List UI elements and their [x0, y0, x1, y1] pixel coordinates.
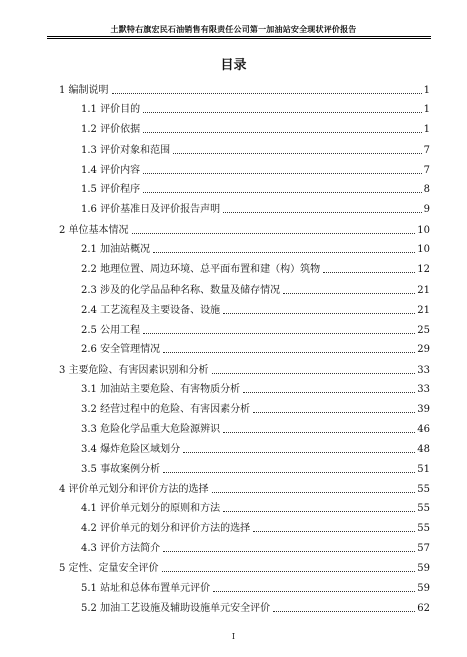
header-rule-thin — [47, 38, 431, 39]
toc-leader-dots — [213, 591, 415, 592]
toc-chapter-entry[interactable] — [59, 556, 430, 575]
header-rule — [47, 36, 431, 37]
toc-entry-page: 55 — [417, 484, 430, 495]
toc-entry-page: 25 — [417, 325, 430, 336]
toc-leader-dots — [223, 313, 415, 314]
page-number: I — [231, 632, 236, 641]
toc-entry-page: 48 — [417, 444, 430, 455]
toc-entry-page: 7 — [423, 145, 430, 156]
toc-section-entry[interactable] — [81, 516, 430, 535]
toc-entry-label: 1.2 评价依据 — [81, 124, 141, 135]
toc-entry-label: 2.2 地理位置、周边环境、总平面布置和建（构）筑物 — [81, 264, 321, 275]
toc-entry-page: 10 — [417, 244, 430, 255]
toc-entry-page: 8 — [423, 184, 430, 195]
toc-leader-dots — [243, 392, 415, 393]
toc-entry-label: 2 单位基本情况 — [59, 225, 129, 236]
toc-chapter-entry[interactable] — [59, 358, 430, 377]
toc-entry-page: 33 — [417, 365, 430, 376]
toc-leader-dots — [223, 432, 415, 433]
toc-entry-label: 3.4 爆炸危险区域划分 — [81, 444, 181, 455]
toc-leader-dots — [132, 233, 416, 234]
toc-section-entry[interactable] — [81, 417, 430, 436]
toc-entry-label: 1.1 评价目的 — [81, 104, 141, 115]
toc-entry-label: 3.2 经营过程中的危险、有害因素分析 — [81, 404, 251, 415]
toc-leader-dots — [143, 173, 422, 174]
toc-leader-dots — [253, 531, 415, 532]
toc-entry-label: 4 评价单元划分和评价方法的选择 — [59, 484, 209, 495]
toc-leader-dots — [163, 352, 415, 353]
toc-entry-label: 1.5 评价程序 — [81, 184, 141, 195]
toc-entry-label: 4.1 评价单元划分的原则和方法 — [81, 503, 221, 514]
toc-entry-page: 33 — [417, 384, 430, 395]
toc-entry-page: 59 — [417, 583, 430, 594]
toc-title: 目录 — [220, 58, 247, 73]
toc-entry-page: 1 — [423, 85, 430, 96]
toc-leader-dots — [163, 551, 415, 552]
toc-section-entry[interactable] — [81, 97, 430, 116]
toc-entry-page: 46 — [417, 424, 430, 435]
toc-leader-dots — [223, 511, 415, 512]
toc-section-entry[interactable] — [81, 278, 430, 297]
toc-section-entry[interactable] — [81, 457, 430, 476]
toc-entry-page: 39 — [417, 404, 430, 415]
toc-entry-page: 55 — [417, 503, 430, 514]
toc-section-entry[interactable] — [81, 158, 430, 177]
toc-entry-label: 3.5 事故案例分析 — [81, 464, 161, 475]
toc-section-entry[interactable] — [81, 257, 430, 276]
toc-entry-page: 9 — [423, 204, 430, 215]
toc-leader-dots — [283, 293, 415, 294]
toc-section-entry[interactable] — [81, 237, 430, 256]
toc-chapter-entry[interactable] — [59, 218, 430, 237]
toc-leader-dots — [323, 272, 415, 273]
toc-entry-label: 3 主要危险、有害因素识别和分析 — [59, 365, 209, 376]
toc-entry-label: 1.3 评价对象和范围 — [81, 145, 171, 156]
toc-leader-dots — [212, 492, 416, 493]
toc-leader-dots — [273, 611, 415, 612]
toc-entry-page: 21 — [417, 305, 430, 316]
toc-leader-dots — [143, 333, 415, 334]
toc-leader-dots — [143, 132, 422, 133]
toc-entry-label: 3.3 危险化学品重大危险源辨识 — [81, 424, 221, 435]
toc-entry-label: 2.4 工艺流程及主要设备、设施 — [81, 305, 221, 316]
toc-leader-dots — [112, 93, 422, 94]
toc-leader-dots — [183, 452, 415, 453]
toc-entry-label: 1 编制说明 — [59, 85, 109, 96]
toc-entry-label: 1.6 评价基准日及评价报告声明 — [81, 204, 221, 215]
toc-entry-label: 5.2 加油工艺设施及辅助设施单元安全评价 — [81, 603, 271, 614]
toc-section-entry[interactable] — [81, 138, 430, 157]
toc-leader-dots — [143, 112, 422, 113]
toc-leader-dots — [153, 252, 415, 253]
toc-entry-page: 29 — [417, 344, 430, 355]
toc-section-entry[interactable] — [81, 576, 430, 595]
toc-entry-page: 57 — [417, 543, 430, 554]
toc-chapter-entry[interactable] — [59, 477, 430, 496]
toc-section-entry[interactable] — [81, 596, 430, 615]
toc-leader-dots — [162, 571, 416, 572]
toc-section-entry[interactable] — [81, 197, 430, 216]
toc-entry-page: 1 — [423, 104, 430, 115]
toc-entry-label: 4.2 评价单元的划分和评价方法的选择 — [81, 523, 251, 534]
toc-section-entry[interactable] — [81, 177, 430, 196]
toc-section-entry[interactable] — [81, 496, 430, 515]
toc-entry-page: 7 — [423, 165, 430, 176]
toc-entry-page: 59 — [417, 563, 430, 574]
toc-entry-label: 2.5 公用工程 — [81, 325, 141, 336]
toc-entry-page: 10 — [417, 225, 430, 236]
toc-section-entry[interactable] — [81, 117, 430, 136]
running-header: 土默特右旗宏民石油销售有限责任公司第一加油站安全现状评价报告 — [110, 24, 357, 34]
toc-section-entry[interactable] — [81, 318, 430, 337]
toc-entry-page: 21 — [417, 285, 430, 296]
toc-leader-dots — [223, 212, 422, 213]
toc-chapter-entry[interactable] — [59, 78, 430, 97]
toc-section-entry[interactable] — [81, 377, 430, 396]
toc-entry-page: 55 — [417, 523, 430, 534]
toc-section-entry[interactable] — [81, 337, 430, 356]
toc-entry-label: 2.6 安全管理情况 — [81, 344, 161, 355]
toc-leader-dots — [253, 412, 415, 413]
toc-entry-label: 4.3 评价方法简介 — [81, 543, 161, 554]
toc-leader-dots — [173, 153, 422, 154]
toc-leader-dots — [143, 192, 422, 193]
toc-entry-page: 62 — [417, 603, 430, 614]
toc-entry-label: 3.1 加油站主要危险、有害物质分析 — [81, 384, 241, 395]
toc-entry-label: 5 定性、定量安全评价 — [59, 563, 159, 574]
toc-entry-label: 2.3 涉及的化学品品种名称、数量及储存情况 — [81, 285, 281, 296]
toc-entry-label: 1.4 评价内容 — [81, 165, 141, 176]
toc-leader-dots — [163, 472, 415, 473]
toc-section-entry[interactable] — [81, 536, 430, 555]
toc-entry-label: 5.1 站址和总体布置单元评价 — [81, 583, 211, 594]
toc-entry-page: 12 — [417, 264, 430, 275]
toc-entry-page: 51 — [417, 464, 430, 475]
toc-section-entry[interactable] — [81, 397, 430, 416]
toc-section-entry[interactable] — [81, 298, 430, 317]
toc-leader-dots — [212, 373, 416, 374]
toc-entry-page: 1 — [423, 124, 430, 135]
toc-section-entry[interactable] — [81, 437, 430, 456]
toc-entry-label: 2.1 加油站概况 — [81, 244, 151, 255]
